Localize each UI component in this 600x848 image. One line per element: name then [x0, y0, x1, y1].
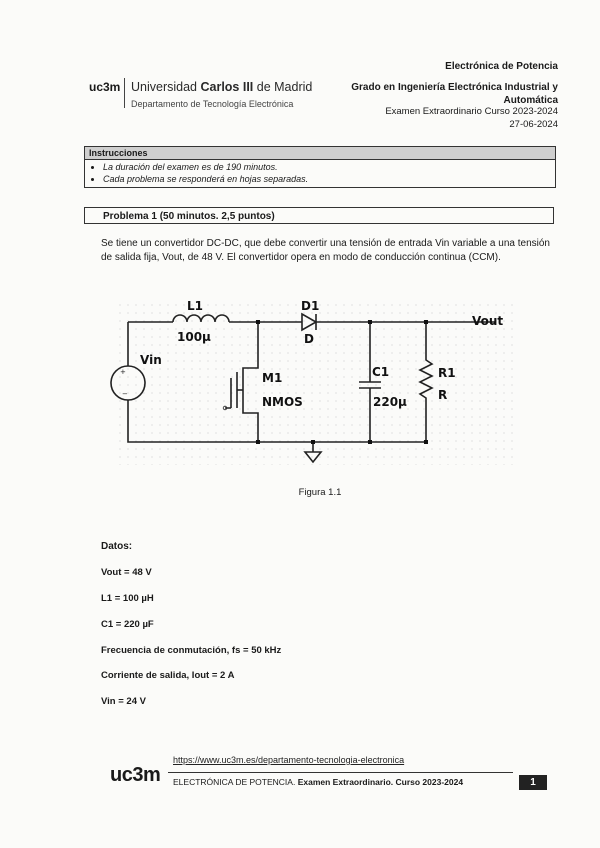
dato-item: C1 = 220 µF	[101, 619, 154, 630]
figure-caption: Figura 1.1	[298, 487, 342, 498]
dato-item: L1 = 100 µH	[101, 593, 154, 604]
vin-label: Vin	[140, 353, 162, 367]
r1-name: R1	[438, 366, 456, 380]
instruction-item: • Cada problema se responderá en hojas separadas.	[103, 173, 555, 185]
course-title: Electrónica de Potencia	[445, 61, 558, 72]
dato-item: Frecuencia de conmutación, fs = 50 kHz	[101, 645, 282, 656]
boost-converter-schematic	[95, 288, 525, 478]
r1-value: R	[438, 388, 448, 402]
page-number: 1	[519, 775, 547, 790]
instructions-title: Instrucciones	[85, 147, 555, 160]
source-plus-sign: +	[120, 368, 126, 376]
node-dot	[424, 320, 428, 324]
dato-item: Vin = 24 V	[101, 696, 146, 707]
instruction-item: • La duración del examen es de 190 minutos.	[103, 161, 555, 173]
node-dot	[256, 320, 260, 324]
instructions-box	[84, 146, 556, 188]
vout-label: Vout	[472, 314, 504, 328]
department-link[interactable]: https://www.uc3m.es/departamento-tecnologia-electronica	[173, 755, 405, 765]
m1-value: NMOS	[262, 395, 303, 409]
instructions-list	[85, 161, 555, 185]
dato-item: Vout = 48 V	[101, 567, 152, 578]
m1-name: M1	[262, 371, 283, 385]
footer-divider	[168, 772, 513, 773]
problem-title: Problema 1 (50 minutos. 2,5 puntos)	[84, 207, 554, 224]
problem-intro: Se tiene un convertidor DC-DC, que debe convertir una tensión de entrada Vin variable a una tensión de salida fija, Vout, de 48 V. El convertidor opera en modo de conducción continua (CCM).	[101, 238, 550, 263]
l1-name: L1	[187, 299, 203, 313]
node-dot	[424, 440, 428, 444]
source-minus-sign: −	[122, 390, 128, 398]
footer-uc3m-logo: uc3m	[110, 764, 161, 786]
university-name: Universidad Carlos III de Madrid	[131, 80, 313, 94]
dato-item: Corriente de salida, Iout = 2 A	[101, 670, 235, 681]
uc3m-logo: uc3m	[89, 80, 121, 94]
exam-session: Examen Extraordinario Curso 2023-2024	[385, 106, 558, 117]
node-dot	[368, 320, 372, 324]
degree-name: Grado en Ingeniería Electrónica Industrial y Automática	[351, 82, 558, 106]
d1-name: D1	[301, 299, 320, 313]
footer-text: ELECTRÓNICA DE POTENCIA. Examen Extraordinario. Curso 2023-2024	[173, 777, 464, 787]
c1-value: 220µ	[373, 395, 407, 409]
department-name: Departamento de Tecnología Electrónica	[131, 99, 294, 109]
node-dot	[368, 440, 372, 444]
c1-name: C1	[372, 365, 390, 379]
logo-divider	[124, 78, 125, 108]
l1-value: 100µ	[177, 330, 211, 344]
node-dot	[256, 440, 260, 444]
node-dot	[311, 440, 315, 444]
datos-heading: Datos:	[101, 541, 133, 552]
d1-value: D	[304, 332, 314, 346]
exam-date: 27-06-2024	[509, 119, 558, 130]
